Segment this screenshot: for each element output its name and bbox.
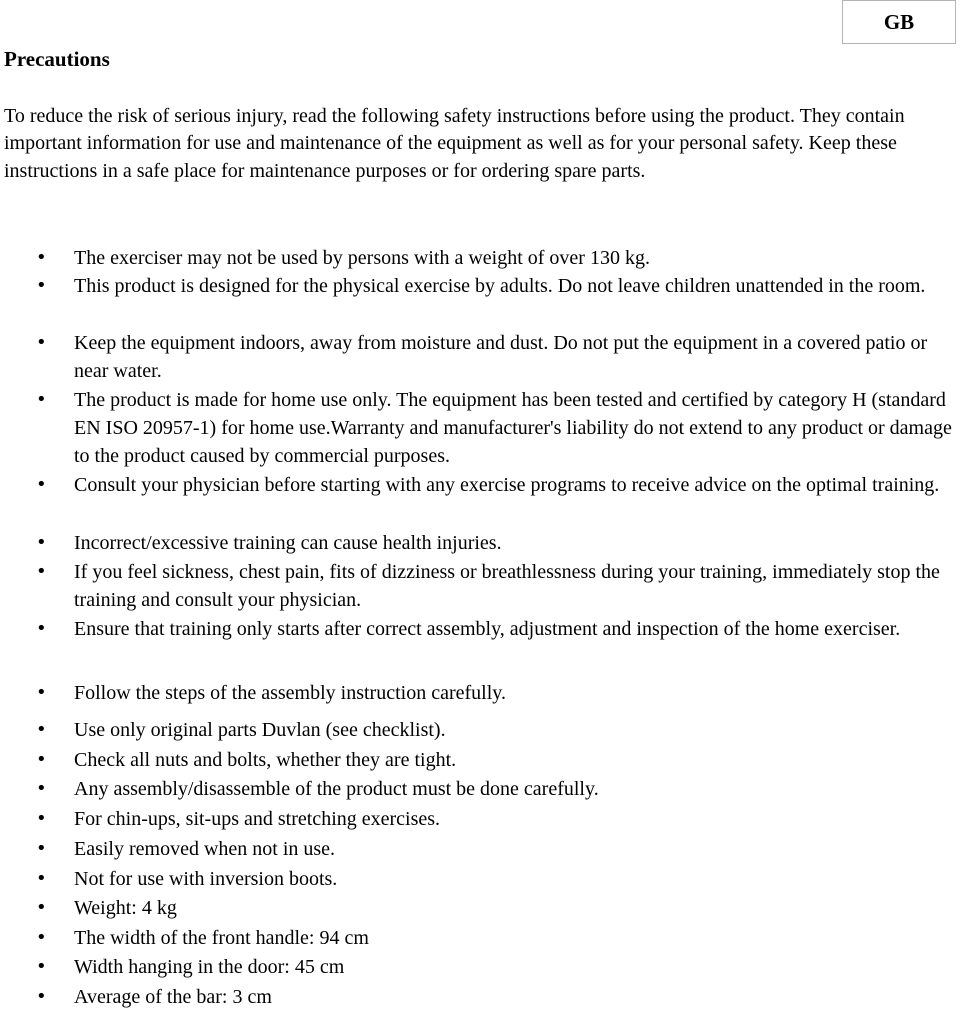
- bullet-icon: •: [36, 838, 47, 859]
- list-item-text: The product is made for home use only. The equipment has been tested and certified by category H (standard EN ISO 20957-1) for home use.Warranty and manufacturer's liability do not extend to any product or damage to the product caused by commercial purposes.: [74, 389, 952, 468]
- list-item-text: For chin-ups, sit-ups and stretching exercises.: [74, 808, 441, 830]
- bullet-icon: •: [36, 532, 47, 553]
- intro-paragraph: To reduce the risk of serious injury, read the following safety instructions before using the product. They contain important information for use and maintenance of the equipment as well as for your personal safety. Keep these instructions in a safe place for maintenance purposes or for ordering spare parts.: [4, 105, 905, 182]
- list-item-text: Weight: 4 kg: [74, 897, 177, 919]
- bullet-icon: •: [36, 247, 47, 268]
- bullet-icon: •: [36, 749, 47, 770]
- list-item-text: Any assembly/disassemble of the product must be done carefully.: [74, 778, 599, 800]
- list-item-text: Keep the equipment indoors, away from moisture and dust. Do not put the equipment in a covered patio or near water.: [74, 332, 928, 383]
- bullet-icon: •: [36, 986, 47, 1007]
- bullet-icon: •: [36, 778, 47, 799]
- bullet-icon: •: [36, 389, 47, 410]
- bullet-icon: •: [36, 332, 47, 353]
- bullet-icon: •: [36, 868, 47, 889]
- list-item-text: Check all nuts and bolts, whether they are tight.: [74, 749, 457, 771]
- list-item-text: This product is designed for the physical exercise by adults. Do not leave children unattended in the room.: [74, 275, 926, 297]
- bullet-icon: •: [36, 682, 47, 703]
- list-item-text: The exerciser may not be used by persons with a weight of over 130 kg.: [74, 247, 650, 269]
- list-item-text: Easily removed when not in use.: [74, 838, 336, 860]
- list-item-text: Ensure that training only starts after correct assembly, adjustment and inspection of the home exerciser.: [74, 618, 901, 640]
- list-item-text: If you feel sickness, chest pain, fits of dizziness or breathlessness during your training, immediately stop the training and consult your physician.: [74, 561, 940, 612]
- list-item-text: Follow the steps of the assembly instruction carefully.: [74, 682, 506, 704]
- bullet-icon: •: [36, 719, 47, 740]
- list-item-text: Consult your physician before starting with any exercise programs to receive advice on the optimal training.: [74, 474, 940, 496]
- list-item-text: Incorrect/excessive training can cause health injuries.: [74, 532, 502, 554]
- bullet-icon: •: [36, 474, 47, 495]
- bullet-icon: •: [36, 561, 47, 582]
- bullet-icon: •: [36, 956, 47, 977]
- list-item-text: Use only original parts Duvlan (see checklist).: [74, 719, 446, 741]
- bullet-icon: •: [36, 897, 47, 918]
- bullet-icon: •: [36, 927, 47, 948]
- section-heading: Precautions: [4, 47, 110, 71]
- list-item-text: The width of the front handle: 94 cm: [74, 927, 369, 949]
- bullet-icon: •: [36, 808, 47, 829]
- list-item-text: Width hanging in the door: 45 cm: [74, 956, 345, 978]
- list-item-text: Not for use with inversion boots.: [74, 868, 338, 890]
- language-badge-label: GB: [883, 9, 915, 34]
- list-item-text: Average of the bar: 3 cm: [74, 986, 272, 1008]
- bullet-icon: •: [36, 275, 47, 296]
- bullet-icon: •: [36, 618, 47, 639]
